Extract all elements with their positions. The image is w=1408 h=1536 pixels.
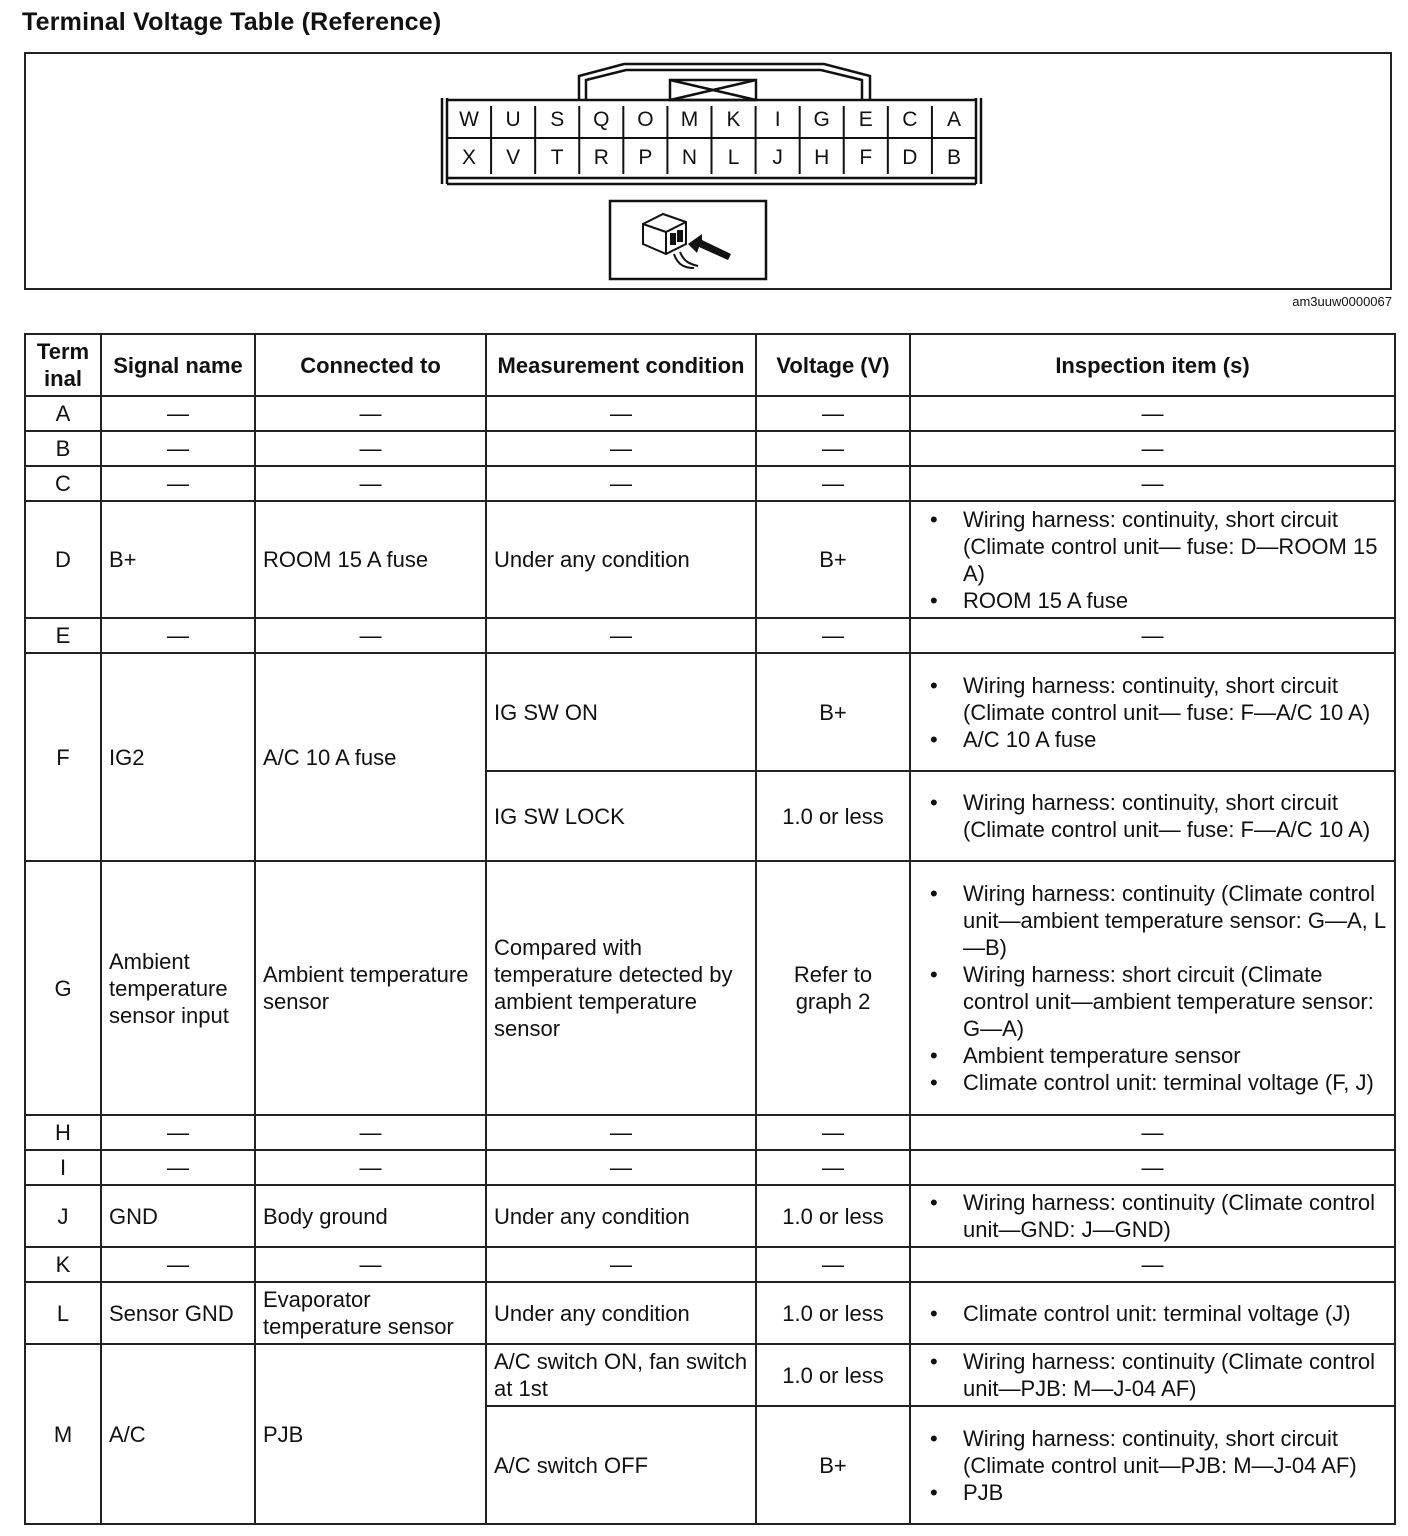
inspection-cell (910, 1282, 1395, 1344)
header-signal-name: Signal name (101, 334, 255, 396)
inspection-cell: — (910, 396, 1395, 431)
header-voltage: Voltage (V) (756, 334, 910, 396)
connected-to-cell: — (255, 618, 486, 653)
signal-name-cell: IG2 (101, 653, 255, 861)
connector-pin-J: J (772, 146, 783, 169)
inspection-cell (910, 1344, 1395, 1406)
voltage-cell: Refer to graph 2 (756, 861, 910, 1115)
inspection-item: • Wiring harness: continuity, short circuit (Climate control unit— fuse: F—A/C 10 A) (918, 672, 1387, 726)
inspection-cell: — (910, 1150, 1395, 1185)
inspection-cell (910, 861, 1395, 1115)
connected-to-cell: A/C 10 A fuse (255, 653, 486, 861)
inspection-item: • Climate control unit: terminal voltage (J) (918, 1300, 1387, 1327)
table-row (25, 501, 1395, 618)
connector-diagram (24, 52, 1392, 290)
signal-name-cell: Ambient temperature sensor input (101, 861, 255, 1115)
table-row (25, 653, 1395, 771)
measurement-condition-cell: Under any condition (486, 501, 756, 618)
signal-name-cell: GND (101, 1185, 255, 1247)
terminal-cell: F (25, 653, 101, 861)
connected-to-cell: — (255, 431, 486, 466)
inspection-cell (910, 653, 1395, 771)
measurement-condition-cell: Under any condition (486, 1282, 756, 1344)
connector-pin-F: F (859, 146, 873, 169)
signal-name-cell: B+ (101, 501, 255, 618)
terminal-cell: I (25, 1150, 101, 1185)
terminal-voltage-table (24, 333, 1396, 1525)
voltage-cell: — (756, 466, 910, 501)
connected-to-cell: PJB (255, 1344, 486, 1524)
measurement-condition-cell: A/C switch ON, fan switch at 1st (486, 1344, 756, 1406)
voltage-cell: — (756, 396, 910, 431)
terminal-cell: E (25, 618, 101, 653)
connected-to-cell: Body ground (255, 1185, 486, 1247)
terminal-cell: D (25, 501, 101, 618)
inspection-list (918, 1189, 1387, 1243)
signal-name-cell: — (101, 1115, 255, 1150)
signal-name-cell: — (101, 618, 255, 653)
connected-to-cell: — (255, 1247, 486, 1282)
voltage-cell: B+ (756, 653, 910, 771)
signal-name-cell: A/C (101, 1344, 255, 1524)
table-row (25, 1115, 1395, 1150)
connected-to-cell: — (255, 396, 486, 431)
inspection-item: • Wiring harness: short circuit (Climate control unit—ambient temperature sensor: G—A) (918, 961, 1387, 1042)
terminal-cell: M (25, 1344, 101, 1524)
measurement-condition-cell: — (486, 396, 756, 431)
connector-pin-I: I (774, 108, 781, 131)
voltage-cell: B+ (756, 1406, 910, 1524)
table-row (25, 466, 1395, 501)
inspection-item: • Wiring harness: continuity (Climate control unit—GND: J—GND) (918, 1189, 1387, 1243)
page-title: Terminal Voltage Table (Reference) (22, 8, 442, 36)
connector-pin-K: K (726, 108, 741, 131)
measurement-condition-cell: — (486, 1150, 756, 1185)
connector-pin-A: A (946, 108, 961, 131)
inspection-item: • ROOM 15 A fuse (918, 587, 1387, 614)
signal-name-cell: — (101, 466, 255, 501)
measurement-condition-cell: IG SW ON (486, 653, 756, 771)
voltage-cell: 1.0 or less (756, 1185, 910, 1247)
inspection-list (918, 1425, 1387, 1506)
connector-pin-E: E (858, 108, 873, 131)
inspection-cell: — (910, 1115, 1395, 1150)
inspection-cell: — (910, 466, 1395, 501)
inspection-item: • PJB (918, 1479, 1387, 1506)
terminal-cell: G (25, 861, 101, 1115)
connector-pin-H: H (814, 146, 830, 169)
measurement-condition-cell: — (486, 1247, 756, 1282)
connector-pin-P: P (638, 146, 653, 169)
measurement-condition-cell: Compared with temperature detected by ambient temperature sensor (486, 861, 756, 1115)
connected-to-cell: — (255, 466, 486, 501)
terminal-cell: H (25, 1115, 101, 1150)
voltage-cell: 1.0 or less (756, 771, 910, 861)
inspection-cell: — (910, 618, 1395, 653)
table-row (25, 1282, 1395, 1344)
inspection-list (918, 1300, 1387, 1327)
terminal-cell: A (25, 396, 101, 431)
voltage-cell: 1.0 or less (756, 1344, 910, 1406)
measurement-condition-cell: A/C switch OFF (486, 1406, 756, 1524)
measurement-condition-cell: — (486, 618, 756, 653)
connector-pin-U: U (505, 108, 521, 131)
inspection-item: • Wiring harness: continuity, short circuit (Climate control unit—PJB: M—J-04 AF) (918, 1425, 1387, 1479)
inspection-item: • Wiring harness: continuity (Climate control unit—ambient temperature sensor: G—A, L—B) (918, 880, 1387, 961)
voltage-cell: — (756, 1247, 910, 1282)
table-row (25, 431, 1395, 466)
inspection-cell: — (910, 1247, 1395, 1282)
connector-pin-B: B (946, 146, 961, 169)
connected-to-cell: Evaporator temperature sensor (255, 1282, 486, 1344)
table-row (25, 396, 1395, 431)
header-inspection-items: Inspection item (s) (910, 334, 1395, 396)
signal-name-cell: — (101, 1247, 255, 1282)
inspection-item: • Climate control unit: terminal voltage (F, J) (918, 1069, 1387, 1096)
connector-pin-O: O (637, 108, 654, 131)
inspection-item: • Wiring harness: continuity, short circuit (Climate control unit— fuse: F—A/C 10 A) (918, 789, 1387, 843)
connector-pin-W: W (459, 108, 479, 131)
header-measurement-condition: Measurement condition (486, 334, 756, 396)
measurement-condition-cell: — (486, 431, 756, 466)
terminal-cell: B (25, 431, 101, 466)
connector-pin-T: T (550, 146, 564, 169)
terminal-cell: J (25, 1185, 101, 1247)
inspection-list (918, 880, 1387, 1096)
connector-pin-D: D (902, 146, 918, 169)
signal-name-cell: — (101, 1150, 255, 1185)
voltage-cell: B+ (756, 501, 910, 618)
connector-pin-X: X (462, 146, 477, 169)
voltage-cell: — (756, 1115, 910, 1150)
inspection-item: • Wiring harness: continuity (Climate control unit—PJB: M—J-04 AF) (918, 1348, 1387, 1402)
table-row (25, 618, 1395, 653)
voltage-cell: — (756, 1150, 910, 1185)
voltage-cell: — (756, 431, 910, 466)
terminal-cell: C (25, 466, 101, 501)
connected-to-cell: — (255, 1150, 486, 1185)
signal-name-cell: — (101, 396, 255, 431)
inspection-list (918, 789, 1387, 843)
connector-pin-N: N (681, 146, 698, 169)
voltage-cell: — (756, 618, 910, 653)
inspection-item: • Ambient temperature sensor (918, 1042, 1387, 1069)
connector-pin-V: V (506, 146, 521, 169)
table-row (25, 1150, 1395, 1185)
connector-pin-S: S (550, 108, 565, 131)
table-row (25, 1344, 1395, 1406)
connector-face-drawing (26, 54, 1390, 288)
connector-pin-Q: Q (593, 108, 610, 131)
inspection-cell (910, 771, 1395, 861)
header-connected-to: Connected to (255, 334, 486, 396)
signal-name-cell: Sensor GND (101, 1282, 255, 1344)
table-row (25, 1185, 1395, 1247)
inspection-item: • A/C 10 A fuse (918, 726, 1387, 753)
terminal-cell: K (25, 1247, 101, 1282)
measurement-condition-cell: — (486, 1115, 756, 1150)
table-header-row (25, 334, 1395, 396)
connector-pin-R: R (593, 146, 609, 169)
inspection-cell (910, 1406, 1395, 1524)
connector-pin-M: M (680, 108, 699, 131)
table-row (25, 861, 1395, 1115)
header-terminal: Term inal (25, 334, 101, 396)
connector-pin-L: L (727, 146, 740, 169)
measurement-condition-cell: Under any condition (486, 1185, 756, 1247)
signal-name-cell: — (101, 431, 255, 466)
inspection-list (918, 506, 1387, 614)
inspection-cell (910, 501, 1395, 618)
inspection-cell: — (910, 431, 1395, 466)
figure-id: am3uuw0000067 (1292, 294, 1392, 309)
connected-to-cell: ROOM 15 A fuse (255, 501, 486, 618)
inspection-list (918, 672, 1387, 753)
connected-to-cell: Ambient temperature sensor (255, 861, 486, 1115)
measurement-condition-cell: — (486, 466, 756, 501)
inspection-item: • Wiring harness: continuity, short circuit (Climate control unit— fuse: D—ROOM 15 A) (918, 506, 1387, 587)
inspection-cell (910, 1185, 1395, 1247)
connector-pin-G: G (813, 108, 830, 131)
harness-side-connector-icon (610, 201, 766, 279)
measurement-condition-cell: IG SW LOCK (486, 771, 756, 861)
voltage-cell: 1.0 or less (756, 1282, 910, 1344)
terminal-cell: L (25, 1282, 101, 1344)
connected-to-cell: — (255, 1115, 486, 1150)
inspection-list (918, 1348, 1387, 1402)
connector-pin-C: C (902, 108, 918, 131)
table-row (25, 1247, 1395, 1282)
